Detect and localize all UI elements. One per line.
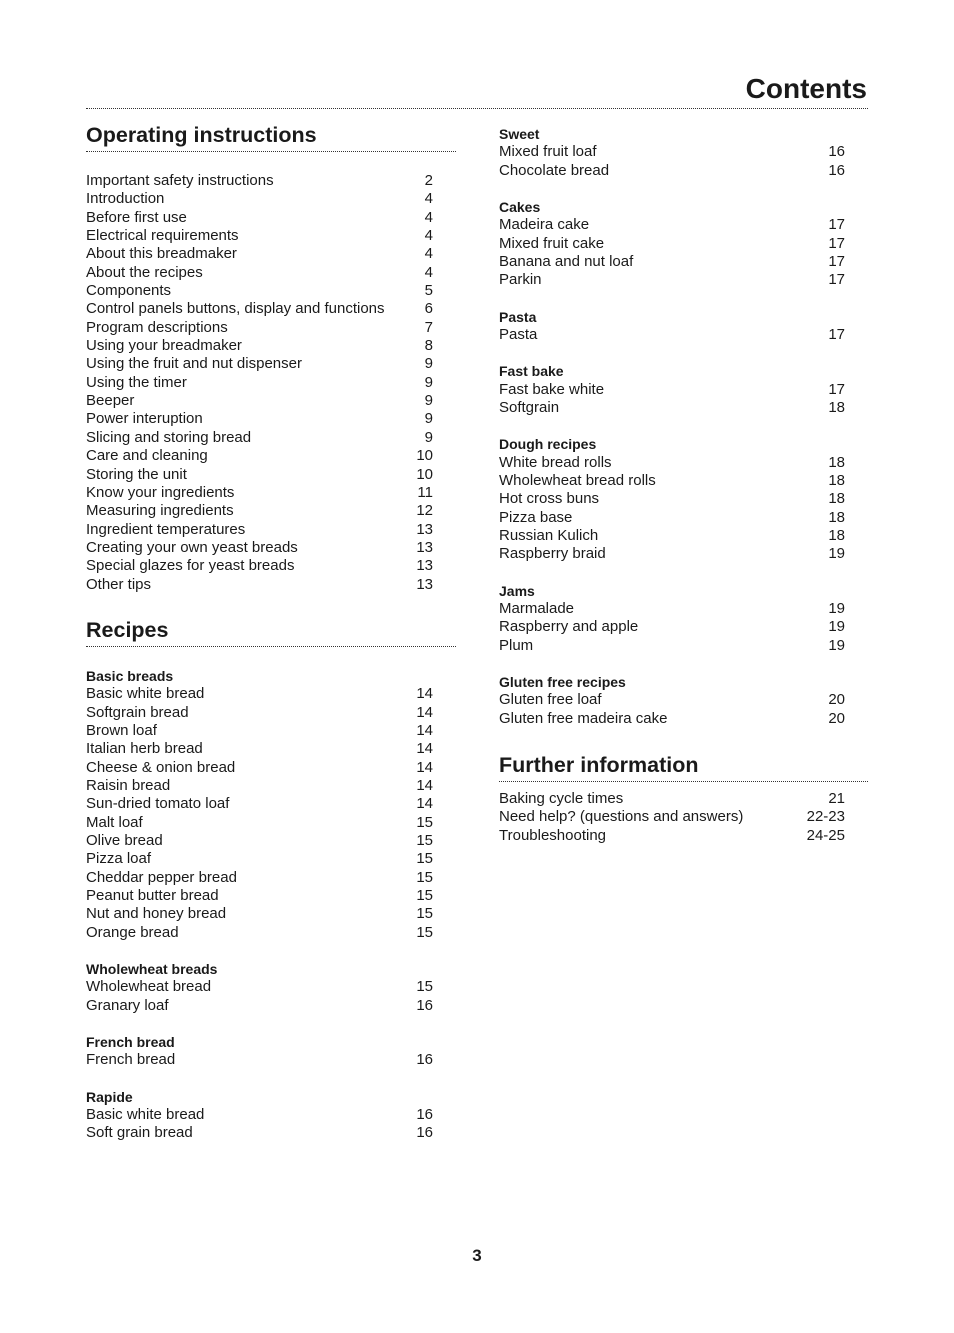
entry-label: Electrical requirements [86,227,239,245]
entry-page-number: 14 [416,721,433,739]
entry-label: Measuring ingredients [86,502,234,520]
entry-page-number: 9 [424,428,433,446]
entry-page-number: 15 [416,850,433,868]
entry-page-number: 11 [417,483,433,501]
entry-page-number: 9 [424,355,433,373]
entry-label: Softgrain [499,398,560,416]
entry-label: Using the fruit and nut dispenser [86,355,302,373]
toc-entry [86,704,456,722]
entry-page-number: 6 [424,300,433,318]
entry-label: Gluten free loaf [499,691,602,709]
title-divider [86,108,868,109]
entry-page-number: 19 [828,618,845,636]
toc-entry [499,637,868,655]
toc-entry [86,814,456,832]
entry-page-number: 18 [828,526,845,544]
entry-label: Ingredient temperatures [86,520,246,538]
entry-label: Parkin [499,271,542,289]
entry-label: Control panels buttons, display and functions [86,300,385,318]
toc-entry [86,997,456,1015]
entry-label: Creating your own yeast breads [86,538,298,556]
entry-label: Beeper [86,392,135,410]
entry-label: Wholewheat bread rolls [499,471,656,489]
entry-page-number: 18 [828,471,845,489]
toc-entry [86,539,456,557]
toc-group [86,1088,456,1143]
entry-label: Introduction [86,190,165,208]
entry-label: Fast bake white [499,380,605,398]
toc-entry [499,808,868,826]
entry-page-number: 18 [828,490,845,508]
toc-entry [86,410,456,428]
entry-label: Mixed fruit cake [499,234,605,252]
toc-entry [86,887,456,905]
entry-page-number: 17 [828,271,845,289]
toc-entry [86,722,456,740]
toc-entry [86,245,456,263]
recipes-section [86,615,456,1143]
entry-label: Using your breadmaker [86,337,242,355]
entry-label: Cheese & onion bread [86,758,236,776]
entry-label: Power interuption [86,410,203,428]
toc-entry [499,216,868,234]
entry-page-number: 20 [828,709,845,727]
entry-page-number: 2 [424,172,433,189]
entry-label: White bread rolls [499,453,612,471]
group-title: Jams [499,582,535,599]
toc-group [499,198,868,290]
entry-page-number: 21 [828,789,845,807]
toc-group [499,125,868,180]
toc-group [86,1033,456,1070]
toc-entry [86,374,456,392]
toc-entry [86,282,456,300]
entry-page-number: 9 [424,392,433,410]
entry-page-number: 15 [416,978,433,996]
toc-entry [86,557,456,575]
toc-list [499,790,868,845]
group-title: Cakes [499,198,541,215]
entry-label: Baking cycle times [499,789,624,807]
entry-label: Program descriptions [86,318,228,336]
entry-label: Wholewheat bread [86,978,212,996]
toc-entry [86,227,456,245]
toc-groups [499,125,868,728]
entry-label: Russian Kulich [499,526,599,544]
entry-page-number: 20 [828,691,845,709]
toc-entry [499,454,868,472]
entry-page-number: 15 [416,831,433,849]
entry-label: About the recipes [86,263,203,281]
entry-label: Basic white bread [86,1105,205,1123]
entry-label: Orange bread [86,923,179,941]
toc-entry [86,337,456,355]
toc-entry [499,545,868,563]
toc-entry [499,271,868,289]
operating-instructions-section [86,120,456,594]
entry-label: Peanut butter bread [86,886,219,904]
entry-page-number: 18 [828,398,845,416]
left-column [86,120,456,1143]
entry-label: Pizza loaf [86,850,152,868]
entry-page-number: 22-23 [806,808,845,826]
toc-entry [499,143,868,161]
entry-label: Before first use [86,208,187,226]
group-title: Dough recipes [499,436,597,453]
toc-entry [499,509,868,527]
entry-page-number: 14 [416,795,433,813]
toc-entry [86,319,456,337]
entry-label: Granary loaf [86,996,169,1014]
toc-entry [499,235,868,253]
entry-page-number: 13 [416,575,433,593]
entry-label: Storing the unit [86,465,187,483]
further-information-section [499,750,868,845]
toc-entry [499,600,868,618]
toc-entry [86,190,456,208]
entry-page-number: 24-25 [806,826,845,844]
entry-label: Banana and nut loaf [499,252,634,270]
group-title: Rapide [86,1088,133,1105]
entry-page-number: 14 [416,703,433,721]
toc-entry [86,1051,456,1069]
toc-groups [86,667,456,1143]
entry-label: Raspberry braid [499,545,606,563]
toc-entry [86,484,456,502]
entry-page-number: 10 [416,447,433,465]
entry-page-number: 17 [828,234,845,252]
entry-page-number: 14 [416,758,433,776]
toc-entry [86,978,456,996]
toc-entry [499,399,868,417]
group-title: Pasta [499,308,537,325]
entry-label: Gluten free madeira cake [499,709,668,727]
entry-label: Soft grain bread [86,1124,193,1142]
toc-entry [86,1124,456,1142]
toc-entry [86,795,456,813]
toc-entry [86,759,456,777]
toc-entry [86,777,456,795]
entry-page-number: 13 [416,538,433,556]
entry-label: Brown loaf [86,721,157,739]
entry-label: Olive bread [86,831,163,849]
toc-entry [86,850,456,868]
entry-page-number: 14 [416,685,433,703]
toc-entry [86,521,456,539]
section-heading: Further information [499,750,868,782]
entry-label: Components [86,282,172,300]
entry-page-number: 16 [416,1105,433,1123]
toc-entry [86,172,456,190]
toc-entry [499,710,868,728]
entry-label: Know your ingredients [86,483,235,501]
entry-label: Pasta [499,325,538,343]
toc-entry [499,618,868,636]
entry-page-number: 5 [424,282,433,300]
toc-entry [499,827,868,845]
toc-group [499,435,868,563]
toc-entry [86,1106,456,1124]
entry-label: Marmalade [499,599,575,617]
entry-page-number: 16 [828,161,845,179]
entry-label: Need help? (questions and answers) [499,808,744,826]
toc-group [499,673,868,728]
entry-page-number: 4 [424,227,433,245]
entry-page-number: 8 [424,337,433,355]
entry-page-number: 16 [416,996,433,1014]
entry-label: Mixed fruit loaf [499,143,597,161]
entry-page-number: 16 [416,1051,433,1069]
toc-entry [499,691,868,709]
toc-entry [86,264,456,282]
entry-label: Basic white bread [86,685,205,703]
toc-entry [499,472,868,490]
entry-page-number: 12 [416,502,433,520]
entry-page-number: 9 [424,410,433,428]
entry-page-number: 15 [416,923,433,941]
toc-entry [86,869,456,887]
entry-page-number: 19 [828,599,845,617]
entry-label: Raisin bread [86,776,171,794]
toc-group [499,582,868,655]
toc-entry [499,381,868,399]
entry-label: Malt loaf [86,813,143,831]
entry-page-number: 18 [828,508,845,526]
group-title: Sweet [499,126,540,142]
section-heading: Recipes [86,615,456,647]
entry-page-number: 16 [416,1124,433,1142]
toc-group [499,308,868,345]
entry-page-number: 15 [416,868,433,886]
entry-label: French bread [86,1051,176,1069]
entry-label: About this breadmaker [86,245,237,263]
entry-page-number: 10 [416,465,433,483]
toc-entry [499,790,868,808]
toc-entry [86,924,456,942]
toc-entry [86,466,456,484]
entry-label: Madeira cake [499,216,590,234]
entry-page-number: 15 [416,886,433,904]
entry-label: Other tips [86,575,152,593]
section-heading: Operating instructions [86,120,456,152]
entry-label: Using the timer [86,373,187,391]
toc-entry [86,685,456,703]
toc-entry [499,527,868,545]
entry-page-number: 14 [416,776,433,794]
entry-label: Care and cleaning [86,447,208,465]
entry-page-number: 13 [416,520,433,538]
toc-list [86,172,456,594]
entry-page-number: 9 [424,373,433,391]
entry-label: Raspberry and apple [499,618,639,636]
toc-entry [499,253,868,271]
toc-entry [86,832,456,850]
entry-label: Special glazes for yeast breads [86,557,295,575]
toc-entry [86,576,456,594]
toc-entry [499,490,868,508]
entry-label: Pizza base [499,508,573,526]
toc-entry [86,740,456,758]
toc-entry [499,162,868,180]
entry-page-number: 17 [828,216,845,234]
entry-label: Softgrain bread [86,703,189,721]
toc-entry [86,300,456,318]
entry-page-number: 14 [416,740,433,758]
entry-page-number: 4 [424,245,433,263]
toc-entry [86,905,456,923]
entry-page-number: 16 [828,143,845,161]
toc-group [499,362,868,417]
entry-label: Nut and honey bread [86,905,227,923]
entry-page-number: 4 [424,190,433,208]
toc-entry [499,326,868,344]
group-title: Wholewheat breads [86,961,218,978]
page-number: 3 [472,1246,482,1265]
toc-entry [86,209,456,227]
entry-label: Slicing and storing bread [86,428,252,446]
entry-page-number: 15 [416,905,433,923]
group-title: Gluten free recipes [499,673,626,690]
entry-page-number: 7 [424,318,433,336]
entry-label: Cheddar pepper bread [86,868,237,886]
group-title: Fast bake [499,363,564,380]
entry-label: Plum [499,636,534,654]
toc-entry [86,392,456,410]
entry-page-number: 13 [416,557,433,575]
entry-label: Troubleshooting [499,826,607,844]
group-title: French bread [86,1034,175,1050]
entry-page-number: 19 [828,636,845,654]
entry-page-number: 17 [828,252,845,270]
entry-page-number: 18 [828,453,845,471]
entry-label: Chocolate bread [499,161,610,179]
entry-label: Sun-dried tomato loaf [86,795,230,813]
toc-entry [86,429,456,447]
toc-entry [86,447,456,465]
entry-label: Italian herb bread [86,740,203,758]
group-title: Basic breads [86,667,174,684]
toc-entry [86,502,456,520]
toc-group [86,960,456,1015]
entry-page-number: 15 [416,813,433,831]
entry-page-number: 4 [424,263,433,281]
toc-group [86,667,456,942]
entry-page-number: 4 [424,208,433,226]
entry-page-number: 17 [828,325,845,343]
toc-entry [86,355,456,373]
entry-label: Hot cross buns [499,490,600,508]
right-column [499,125,868,845]
entry-page-number: 17 [828,380,845,398]
entry-page-number: 19 [828,545,845,563]
page-title: Contents [745,73,867,104]
entry-label: Important safety instructions [86,172,274,189]
